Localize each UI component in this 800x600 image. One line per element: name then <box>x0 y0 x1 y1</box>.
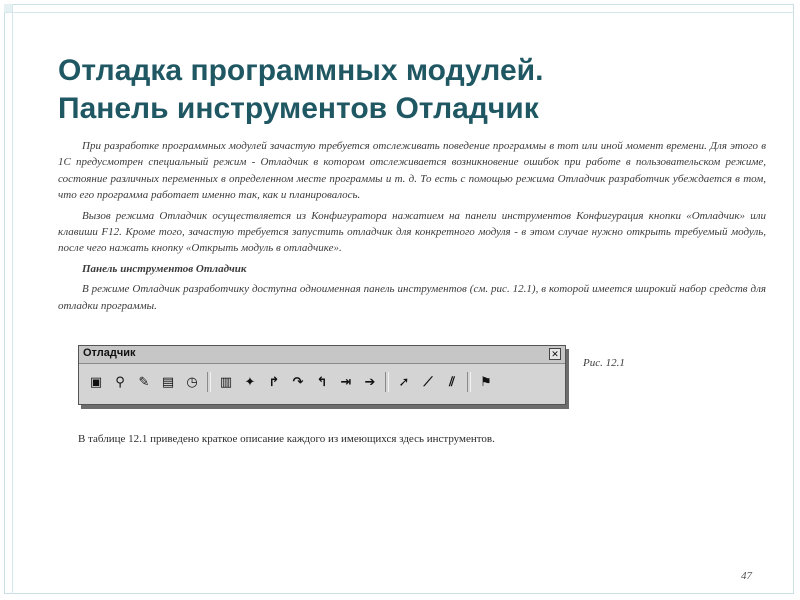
debug-window-icon[interactable]: ▣ <box>89 374 103 390</box>
stop-icon[interactable]: ⫽ <box>449 374 455 390</box>
figure-caption: Рис. 12.1 <box>583 357 625 369</box>
paragraph-invocation: Вызов режима Отладчик осуществляется из Конфигуратора нажатием на панели инструментов Конфигурация кнопки «Отладчик» или клавиши F12. Кроме того, зачастую требуется запустить отладчик для конкретного модуля - в этом случае нужно открыть требуемый модуль, после чего нажать кнопку «Открыть модуль в отладчике». <box>58 209 766 255</box>
toolbar-separator <box>207 372 211 392</box>
close-button[interactable]: ✕ <box>549 348 561 360</box>
search-icon[interactable]: ⚲ <box>115 374 125 390</box>
page-number: 47 <box>741 570 752 582</box>
watch-icon[interactable]: ▤ <box>161 374 175 390</box>
section-heading: Панель инструментов Отладчик <box>82 262 247 275</box>
continue-icon[interactable]: ➚ <box>398 374 410 390</box>
toolbar-buttons <box>85 370 555 394</box>
toolbar-separator <box>467 372 471 392</box>
module-icon[interactable]: ▥ <box>219 374 233 390</box>
paragraph-toolbar: В режиме Отладчик разработчику доступна одноименная панель инструментов (см. рис. 12.1), в которой имеется широкий набор средств для отладки программы. <box>58 283 766 312</box>
arrow-right-icon[interactable]: ➔ <box>364 374 376 390</box>
step-over-icon[interactable]: ↷ <box>292 374 304 390</box>
pause-icon[interactable]: ⟋ <box>423 374 433 390</box>
slide-title <box>58 52 778 128</box>
table-note: В таблице 12.1 приведено краткое описание каждого из имеющихся здесь инструментов. <box>78 433 495 445</box>
evaluate-icon[interactable]: ✎ <box>138 374 150 390</box>
debugger-toolbar <box>78 345 566 405</box>
breakpoint-icon[interactable]: ✦ <box>244 374 256 390</box>
frame-line-top <box>4 12 794 13</box>
paragraph-intro: При разработке программных модулей зачастую требуется отслеживать поведение программы в тот или иной момент времени. Для этого в 1С предусмотрен специальный режим - Отладчик в котором отслеживается возникновение ошибок при работе в пользовательском режиме, состояние различных переменных в определенном месте программы и т. д. То есть с помощью режима Отладчик разработчик убеждается в том, что его программа работает именно так, как и планировалось. <box>58 140 766 202</box>
step-out-icon[interactable]: ↰ <box>316 374 328 390</box>
corner-accent <box>4 4 12 12</box>
run-to-cursor-icon[interactable]: ⇥ <box>340 374 352 390</box>
toolbar-title: Отладчик <box>83 347 136 359</box>
call-stack-icon[interactable]: ⚑ <box>480 374 492 390</box>
toolbar-titlebar[interactable] <box>79 346 565 364</box>
timer-icon[interactable]: ◷ <box>186 374 198 390</box>
step-into-icon[interactable]: ↱ <box>268 374 280 390</box>
title-line-1: Отладка программных модулей. <box>58 54 544 87</box>
frame-line-left <box>12 4 13 594</box>
title-line-2: Панель инструментов Отладчик <box>58 92 539 125</box>
body-text <box>58 138 766 318</box>
toolbar-separator <box>385 372 389 392</box>
